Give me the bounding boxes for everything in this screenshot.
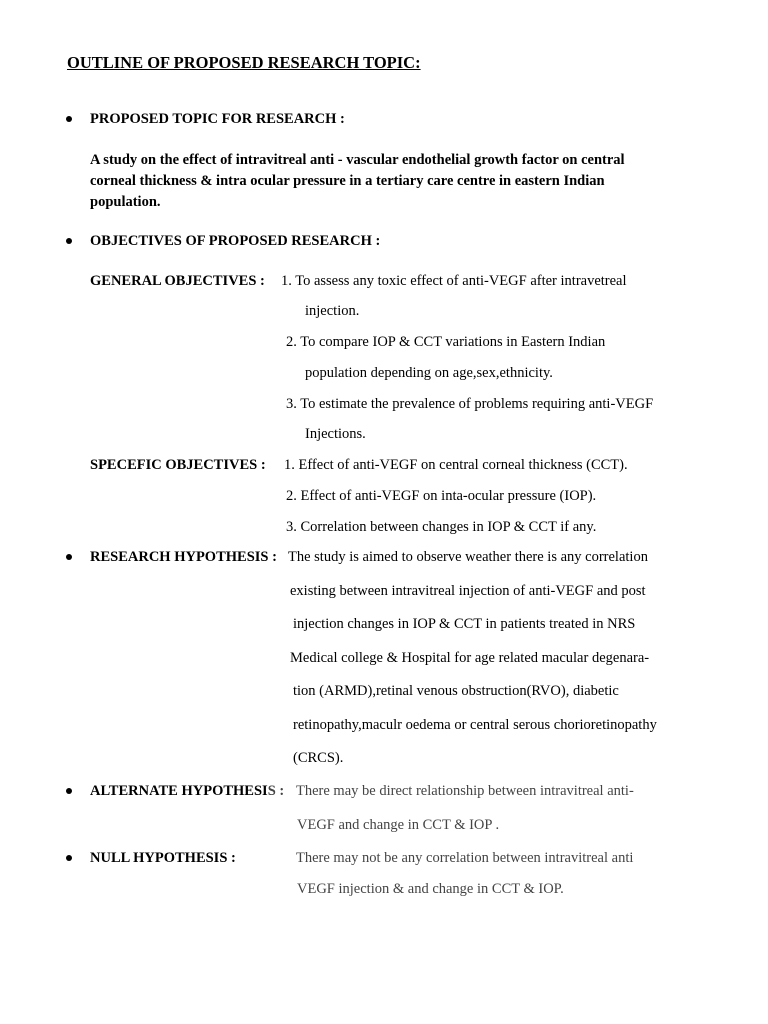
general-objective: injection. <box>305 303 360 319</box>
general-objective: 1. To assess any toxic effect of anti-VEGF after intravetreal <box>281 273 627 289</box>
research-hypothesis-line: injection changes in IOP & CCT in patients treated in NRS <box>293 616 636 632</box>
page-title: OUTLINE OF PROPOSED RESEARCH TOPIC: <box>67 53 421 72</box>
bullet <box>66 554 72 560</box>
research-hypothesis-line: tion (ARMD),retinal venous obstruction(RVO), diabetic <box>293 683 619 699</box>
specific-objective: 2. Effect of anti-VEGF on inta-ocular pressure (IOP). <box>286 488 597 504</box>
alternate-hypothesis-label-rest: S : <box>267 783 285 799</box>
specific-objective: 3. Correlation between changes in IOP & CCT if any. <box>286 519 597 535</box>
alternate-hypothesis-line: VEGF and change in CCT & IOP . <box>297 817 500 833</box>
research-hypothesis-line: (CRCS). <box>293 750 344 766</box>
objectives-heading: OBJECTIVES OF PROPOSED RESEARCH : <box>90 233 381 249</box>
null-hypothesis-line: There may not be any correlation between intravitreal anti <box>296 850 634 866</box>
general-objective: 2. To compare IOP & CCT variations in Eastern Indian <box>286 334 606 350</box>
general-objectives-label: GENERAL OBJECTIVES : <box>90 273 265 289</box>
specific-objectives-label: SPECEFIC OBJECTIVES : <box>90 457 266 473</box>
topic-heading: PROPOSED TOPIC FOR RESEARCH : <box>90 111 345 127</box>
research-hypothesis-label: RESEARCH HYPOTHESIS : <box>90 549 277 565</box>
bullet <box>66 855 72 861</box>
bullet <box>66 238 72 244</box>
alternate-hypothesis-line: There may be direct relationship between intravitreal anti- <box>296 783 634 799</box>
alternate-hypothesis-label-bold: ALTERNATE HYPOTHESI <box>90 783 268 799</box>
general-objective: population depending on age,sex,ethnicity. <box>305 365 553 381</box>
null-hypothesis-line: VEGF injection & and change in CCT & IOP. <box>297 881 564 897</box>
specific-objective: 1. Effect of anti-VEGF on central corneal thickness (CCT). <box>284 457 628 473</box>
general-objective: 3. To estimate the prevalence of problems requiring anti-VEGF <box>286 396 654 412</box>
alternate-hypothesis-label <box>90 784 284 799</box>
general-objective: Injections. <box>305 426 366 442</box>
research-hypothesis-line: Medical college & Hospital for age related macular degenara- <box>290 650 650 666</box>
topic-line: corneal thickness & intra ocular pressure in a tertiary care centre in eastern Indian <box>90 173 605 189</box>
research-hypothesis-line: retinopathy,maculr oedema or central serous chorioretinopathy <box>293 717 657 733</box>
bullet <box>66 116 72 122</box>
research-hypothesis-line: existing between intravitreal injection of anti-VEGF and post <box>290 583 646 599</box>
topic-line: A study on the effect of intravitreal anti - vascular endothelial growth factor on central <box>90 152 625 168</box>
research-hypothesis-line: The study is aimed to observe weather there is any correlation <box>288 549 648 565</box>
null-hypothesis-label: NULL HYPOTHESIS : <box>90 850 236 866</box>
bullet <box>66 788 72 794</box>
topic-line: population. <box>90 194 161 210</box>
